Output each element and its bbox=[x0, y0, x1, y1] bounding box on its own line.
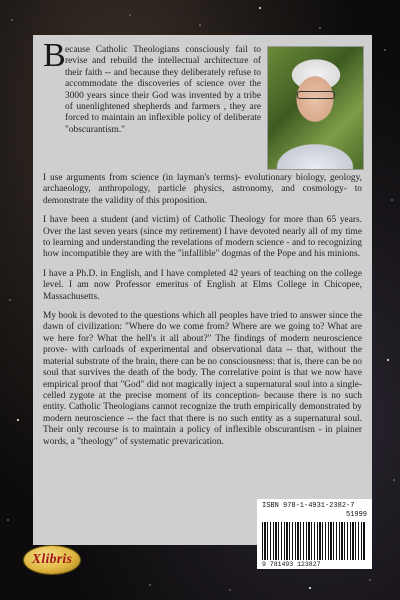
barcode-icon bbox=[262, 522, 366, 560]
paragraph-student: I have been a student (and victim) of Catholic Theology for more than 65 years. Over the last seven years (since my retirement) I have devoted nearly all of my time to learning and understanding the revelations of modern science - and to recognizing how incompatible they are with the "infallible" dogmas of the Pope and his minions. bbox=[43, 215, 362, 260]
text-panel bbox=[33, 35, 372, 545]
drop-cap: B bbox=[43, 37, 66, 74]
paragraph-book-summary: My book is devoted to the questions which all peoples have tried to answer since the dawn of civilization: "Where do we come from? Where are we going to? What are we here for? What the hell's it all about?" The findings of modern neuroscience prove- with carloads of experimental and observational data -- that, without the material substrate of the brain, there can be no consciousness: that is, there can be no soul that survives the death of the body. The correlative point is that we now have empirical proof that "God" did not magically inject a supernatural soul into a single-celled zygote at the precise moment of its conception- because there is no such entity. Catholic Theologians cannot recognize the truth empirically demonstrated by modern neuroscience -- the fact that there is no such entity as a supernatural soul. Their only recourse is to maintain a policy of inflexible obscurantism - in plainer words, a "theology" of systematic prevarication. bbox=[43, 311, 362, 447]
publisher-logo-text: Xlibris bbox=[31, 552, 73, 567]
price-code: 51999 bbox=[345, 511, 367, 519]
intro-block bbox=[43, 37, 362, 171]
publisher-logo bbox=[24, 546, 80, 574]
paragraph-credentials: I have a Ph.D. in English, and I have completed 42 years of teaching on the college level. I am now Professor emeritus of English at Elms College in Chicopee, Massachusetts. bbox=[43, 268, 362, 302]
isbn-text: ISBN 978-1-4931-2382-7 bbox=[262, 502, 355, 510]
glasses-icon bbox=[297, 91, 335, 99]
paragraph-sciences: I use arguments from science (in layman's terms)- evolutionary biology, geology, archaeology, anthropology, particle physics, astronomy, and cosmology- to demonstrate the validity of this proposition. bbox=[43, 173, 362, 206]
intro-paragraph: ecause Catholic Theologians consciously fail to revise and rebuild the intellectual architecture of their faith -- and because they deliberately refuse to accommodate the discoveries of science over the 3000 years since their God was invented by a tribe of unenlightened shepherds and farmers , they are forced to maintain an inflexible policy of deliberate "obscurantism." bbox=[65, 45, 261, 135]
author-photo bbox=[267, 46, 364, 170]
barcode-box bbox=[257, 499, 372, 569]
ean-number: 9 781493 123827 bbox=[262, 561, 321, 568]
